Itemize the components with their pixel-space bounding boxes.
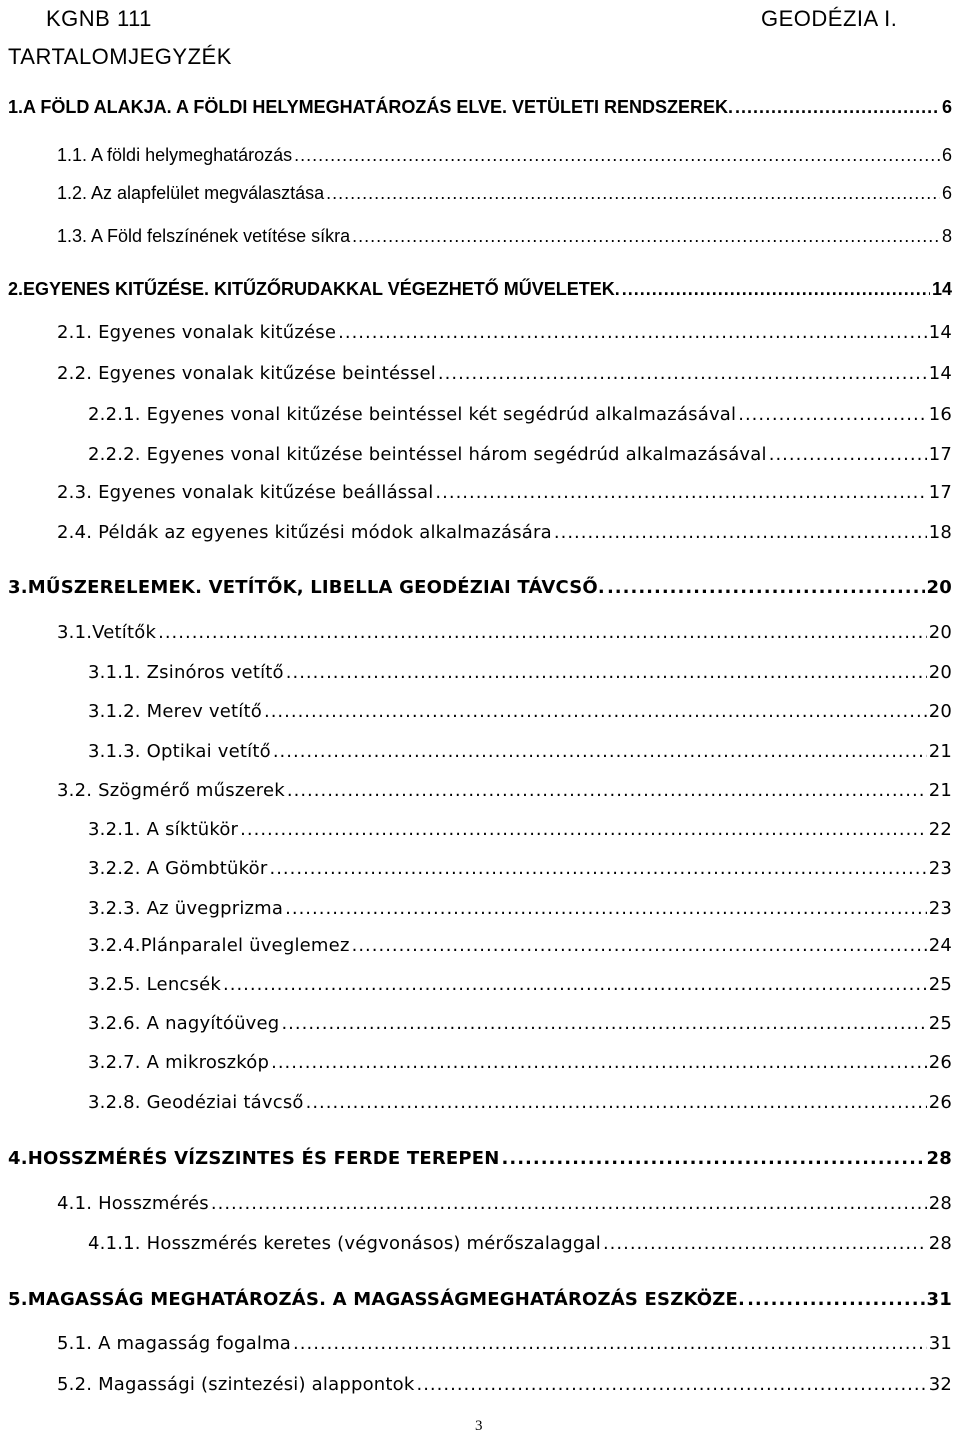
toc-entry-page: 20 [928, 622, 952, 643]
toc-entry-title: 5.2. Magassági (szintezési) alappontok [57, 1374, 415, 1395]
toc-leader-dots [306, 1092, 927, 1113]
toc-entry-page: 17 [928, 482, 952, 503]
toc-entry-page: 25 [928, 974, 952, 995]
toc-entry-page: 21 [928, 780, 952, 801]
toc-leader-dots [338, 322, 927, 343]
toc-leader-dots [352, 935, 927, 956]
toc-entry-title: 3.2.6. A nagyítóüveg [88, 1013, 280, 1034]
toc-entry-title: 2.4. Példák az egyenes kitűzési módok alkalmazására [57, 522, 552, 543]
toc-leader-dots [293, 1333, 927, 1354]
toc-entry-title: 3.2.2. A Gömbtükör [88, 858, 268, 879]
toc-entry-title: 2.2.2. Egyenes vonal kitűzése beintéssel három segédrúd alkalmazásával [88, 444, 767, 465]
toc-entry-number: 5. [8, 1289, 28, 1310]
toc-entry-page: 24 [928, 935, 952, 956]
toc-entry-title: 4.1.1. Hosszmérés keretes (végvonásos) mérőszalaggal [88, 1233, 601, 1254]
toc-entry[interactable] [88, 1233, 952, 1254]
toc-entry-page: 32 [928, 1374, 952, 1395]
toc-entry[interactable] [57, 1333, 952, 1354]
toc-entry-title: 2.2. Egyenes vonalak kitűzése beintéssel [57, 363, 436, 384]
toc-entry[interactable] [57, 1193, 952, 1214]
toc-leader-dots [769, 444, 927, 465]
toc-entry-number: 3. [8, 577, 28, 598]
toc-entry-title: 3.1.Vetítők [57, 622, 157, 643]
toc-entry[interactable] [88, 898, 952, 919]
toc-leader-dots [352, 226, 940, 247]
toc-entry-page: 20 [926, 577, 952, 598]
toc-leader-dots [223, 974, 927, 995]
toc-leader-dots [240, 819, 927, 840]
toc-entry[interactable] [88, 662, 952, 683]
toc-entry-page: 23 [928, 858, 952, 879]
toc-entry-page: 28 [926, 1148, 952, 1169]
toc-entry-page: 14 [931, 279, 952, 299]
toc-entry[interactable] [8, 279, 952, 300]
toc-entry-title: 2.3. Egyenes vonalak kitűzése beállással [57, 482, 434, 503]
toc-entry[interactable] [57, 183, 952, 204]
toc-leader-dots [502, 1148, 925, 1169]
toc-entry-number: 1. [8, 97, 24, 117]
toc-entry-title: 3.2.7. A mikroszkóp [88, 1052, 270, 1073]
toc-leader-dots [285, 898, 927, 919]
toc-entry-page: 26 [928, 1092, 952, 1113]
toc-entry[interactable] [88, 404, 952, 425]
toc-leader-dots [287, 780, 927, 801]
toc-leader-dots [622, 279, 930, 300]
toc-entry-page: 14 [928, 363, 952, 384]
toc-entry-title: 3.2. Szögmérő műszerek [57, 780, 285, 801]
toc-entry[interactable] [88, 819, 952, 840]
toc-entry-title: 5.1. A magasság fogalma [57, 1333, 292, 1354]
toc-entry-page: 23 [928, 898, 952, 919]
toc-entry[interactable] [88, 858, 952, 879]
toc-entry[interactable] [88, 1092, 952, 1113]
toc-leader-dots [264, 701, 927, 722]
toc-entry[interactable] [88, 974, 952, 995]
toc-entry[interactable] [57, 522, 952, 543]
toc-entry[interactable] [8, 97, 952, 118]
toc-entry-title: 4.1. Hosszmérés [57, 1193, 209, 1214]
toc-entry-title: MŰSZERELEMEK. VETÍTŐK, LIBELLA GEODÉZIAI TÁVCSŐ. [27, 577, 605, 598]
toc-entry[interactable] [57, 226, 952, 247]
toc-entry[interactable] [88, 741, 952, 762]
toc-entry-title: 3.2.5. Lencsék [88, 974, 222, 995]
toc-leader-dots [738, 404, 926, 425]
toc-leader-dots [416, 1374, 926, 1395]
toc-entry[interactable] [8, 577, 952, 598]
toc-leader-dots [294, 145, 940, 166]
toc-entry-page: 20 [928, 662, 952, 683]
toc-leader-dots [747, 1289, 924, 1310]
toc-entry[interactable] [88, 1052, 952, 1073]
toc-entry-page: 18 [928, 522, 952, 543]
toc-entry[interactable] [8, 1289, 952, 1310]
toc-entry-page: 22 [928, 819, 952, 840]
toc-entry[interactable] [57, 322, 952, 343]
toc-entry[interactable] [57, 1374, 952, 1395]
toc-entry-page: 28 [928, 1193, 952, 1214]
toc-entry[interactable] [88, 1013, 952, 1034]
toc-entry[interactable] [57, 363, 952, 384]
toc-entry-page: 26 [928, 1052, 952, 1073]
toc-entry-page: 6 [941, 145, 952, 165]
toc-entry[interactable] [57, 482, 952, 503]
toc-leader-dots [286, 662, 927, 683]
toc-entry[interactable] [88, 701, 952, 722]
page-number: 3 [475, 1418, 483, 1434]
toc-entry-title: 3.1.3. Optikai vetítő [88, 741, 271, 762]
toc-leader-dots [735, 97, 940, 118]
toc-entry-number: 2. [8, 279, 24, 299]
toc-entry-page: 8 [941, 226, 952, 246]
toc-entry[interactable] [57, 622, 952, 643]
toc-leader-dots [271, 1052, 927, 1073]
toc-leader-dots [211, 1193, 927, 1214]
toc-entry-title: 2.2.1. Egyenes vonal kitűzése beintéssel két segédrúd alkalmazásával [88, 404, 737, 425]
toc-entry[interactable] [57, 780, 952, 801]
toc-entry-page: 28 [928, 1233, 952, 1254]
toc-entry-title: 3.1.1. Zsinóros vetítő [88, 662, 284, 683]
toc-entry-page: 31 [928, 1333, 952, 1354]
toc-title: TARTALOMJEGYZÉK [8, 44, 232, 69]
toc-entry-page: 31 [926, 1289, 952, 1310]
toc-entry-title: HOSSZMÉRÉS VÍZSZINTES ÉS FERDE TEREPEN [27, 1148, 500, 1169]
toc-entry-title: 3.2.3. Az üvegprizma [88, 898, 284, 919]
toc-entry-number: 4. [8, 1148, 28, 1169]
toc-leader-dots [326, 183, 940, 204]
toc-entry-page: 6 [941, 97, 952, 117]
toc-entry-title: MAGASSÁG MEGHATÁROZÁS. A MAGASSÁGMEGHATÁROZÁS ESZKÖZE. [27, 1289, 746, 1310]
toc-entry-title: 1.1. A földi helymeghatározás [57, 145, 293, 165]
toc-entry-page: 14 [928, 322, 952, 343]
toc-entry-page: 6 [941, 183, 952, 203]
toc-leader-dots [269, 858, 926, 879]
toc-entry[interactable] [8, 1148, 952, 1169]
toc-entry-title: 3.2.8. Geodéziai távcső [88, 1092, 304, 1113]
toc-leader-dots [554, 522, 927, 543]
toc-entry-page: 17 [928, 444, 952, 465]
toc-entry-title: 1.3. A Föld felszínének vetítése síkra [57, 226, 351, 246]
toc-entry-title: A FÖLD ALAKJA. A FÖLDI HELYMEGHATÁROZÁS ELVE. VETÜLETI RENDSZEREK. [23, 97, 734, 117]
toc-leader-dots [273, 741, 927, 762]
toc-entry-title: 3.1.2. Merev vetítő [88, 701, 262, 722]
toc-entry-title: 1.2. Az alapfelület megválasztása [57, 183, 325, 203]
toc-leader-dots [281, 1013, 926, 1034]
header-subject: GEODÉZIA I. [761, 6, 898, 31]
toc-entry-title: 3.2.4.Plánparalel üveglemez [88, 935, 350, 956]
toc-entry-page: 20 [928, 701, 952, 722]
toc-entry-title: EGYENES KITŰZÉSE. KITŰZŐRUDAKKAL VÉGEZHETŐ MŰVELETEK. [23, 279, 620, 299]
toc-entry[interactable] [88, 935, 952, 956]
header-course-code: KGNB 111 [46, 6, 152, 31]
toc-entry-page: 16 [928, 404, 952, 425]
toc-entry-title: 3.2.1. A síktükör [88, 819, 239, 840]
toc-entry-page: 25 [928, 1013, 952, 1034]
toc-leader-dots [435, 482, 926, 503]
toc-entry-title: 2.1. Egyenes vonalak kitűzése [57, 322, 337, 343]
toc-entry-page: 21 [928, 741, 952, 762]
toc-leader-dots [607, 577, 925, 598]
toc-leader-dots [603, 1233, 927, 1254]
toc-leader-dots [158, 622, 927, 643]
toc-entry[interactable] [57, 145, 952, 166]
toc-entry[interactable] [88, 444, 952, 465]
toc-leader-dots [438, 363, 927, 384]
